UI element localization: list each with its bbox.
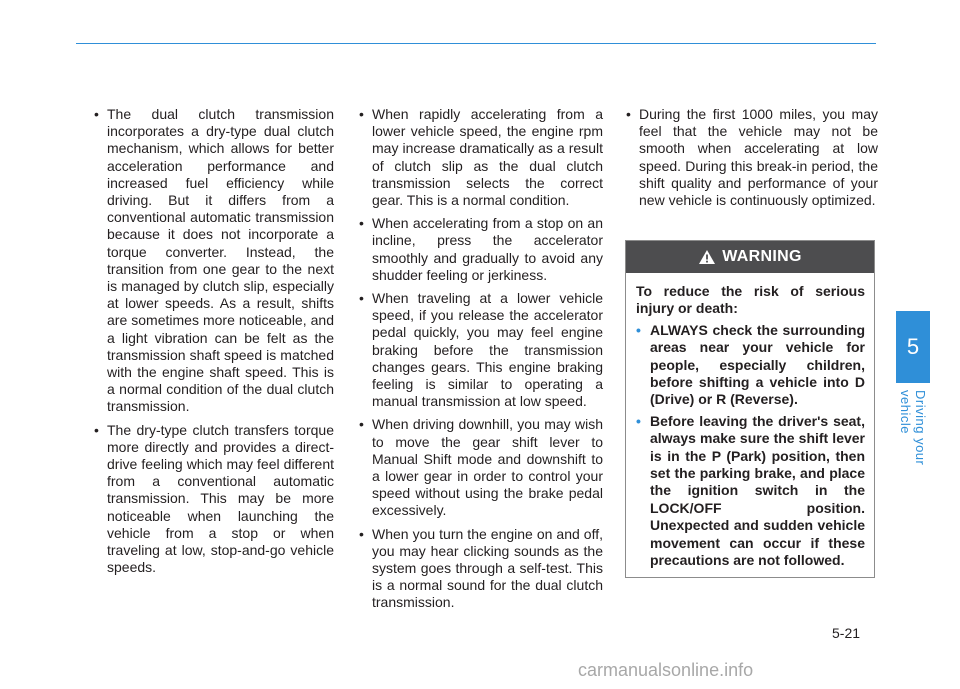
warning-body (626, 273, 874, 570)
chapter-number: 5 (906, 334, 920, 359)
page-number: 5-21 (832, 625, 861, 641)
warning-header (626, 241, 874, 273)
bullet-dry-clutch-torque: • The dry-type clutch transfers torque more directly and provides a direct-drive feeling which may feel different from a conventional automatic transmission. This may be more noticeable when launching the vehicle from a stop or when traveling at low, stop-and-go vehicle speeds. (90, 422, 334, 577)
bullet-dual-clutch-intro: • The dual clutch transmission incorporates a dry-type dual clutch mechanism, which allows for better acceleration performance and increased fuel efficiency while driving. But it differs from a conventional automatic transmission because it does not incorporate a torque converter. Instead, the transition from one gear to the next is managed by clutch slip, especially at lower speeds. As a result, shifts are sometimes more noticeable, and a light vibration can be felt as the transmission shaft speed is matched with the engine shaft speed. This is a normal condition of the dual clutch transmission. (90, 106, 334, 416)
bullet-rapid-acceleration: • When rapidly accelerating from a lower vehicle speed, the engine rpm may increase dramatically as a result of clutch slip as the dual clutch transmission selects the correct gear. This is a normal condition. (355, 106, 603, 209)
bullet-engine-braking: • When traveling at a lower vehicle speed, if you release the accelerator pedal quickly, you may feel engine braking before the transmission changes gears. This engine braking feeling is similar to operating a manual transmission at low speed. (355, 290, 603, 410)
text-column-1 (90, 106, 334, 582)
header-rule (76, 43, 876, 44)
warning-item-surroundings: • ALWAYS check the surrounding areas near your vehicle for people, especially children, before shifting a vehicle into D (Drive) or R (Reverse). (636, 322, 865, 409)
chapter-title: Driving your vehicle (898, 390, 928, 466)
chapter-tab (896, 311, 930, 383)
bullet-incline-start: • When accelerating from a stop on an incline, press the accelerator smoothly and gradually to avoid any shudder feeling or jerkiness. (355, 215, 603, 284)
warning-triangle-icon (698, 249, 716, 265)
text-column-2 (355, 106, 603, 618)
warning-title: WARNING (722, 248, 802, 265)
warning-item-park: • Before leaving the driver's seat, always make sure the shift lever is in the P (Park) position, then set the parking brake, and place the ignition switch in the LOCK/OFF position. Unexpected and sudden vehicle movement can occur if these precautions are not followed. (636, 413, 865, 570)
bullet-break-in: • During the first 1000 miles, you may feel that the vehicle may not be smooth when accelerating at low speed. During this break-in period, the shift quality and performance of your new vehicle is continuously optimized. (622, 106, 878, 209)
bullet-downhill: • When driving downhill, you may wish to move the gear shift lever to Manual Shift mode and downshift to a lower gear in order to control your speed without using the brake pedal excessively. (355, 416, 603, 519)
watermark: carmanualsonline.info (578, 660, 754, 680)
bullet-clicking-sounds: • When you turn the engine on and off, you may hear clicking sounds as the system goes through a self-test. This is a normal sound for the dual clutch transmission. (355, 526, 603, 612)
warning-box (625, 240, 875, 578)
warning-intro: To reduce the risk of serious injury or death: (636, 283, 865, 317)
text-column-3 (622, 106, 878, 215)
